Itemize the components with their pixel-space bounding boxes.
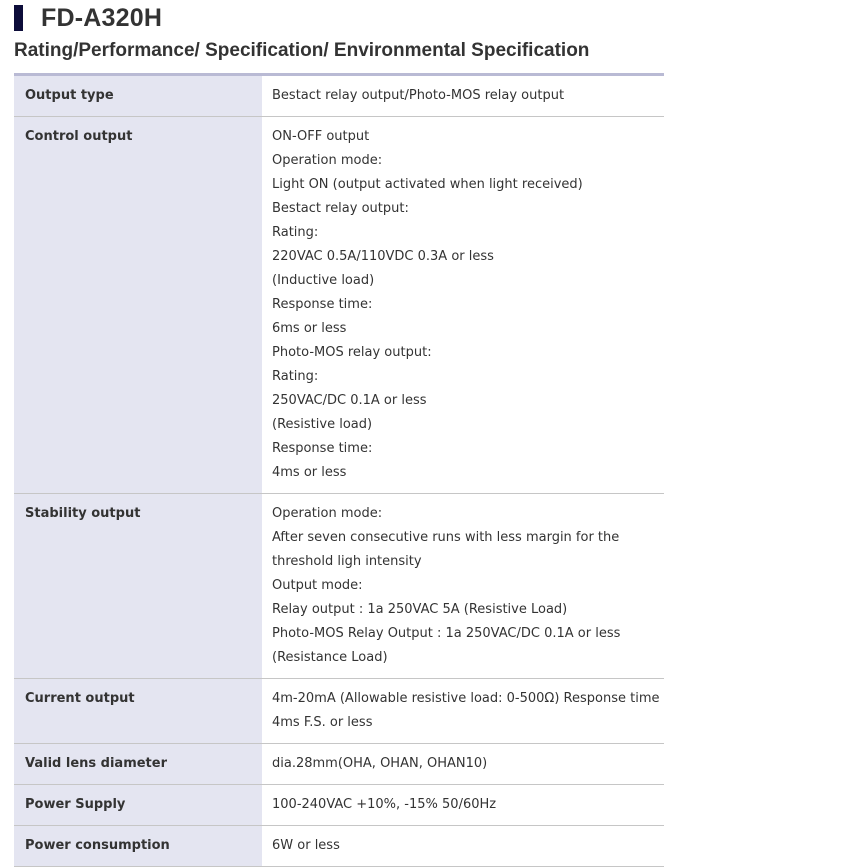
spec-value-line: (Resistive load) <box>272 417 373 432</box>
spec-value-line: (Inductive load) <box>272 273 375 288</box>
spec-label-cell <box>14 494 262 679</box>
spec-value-line: ON-OFF output <box>272 129 370 144</box>
spec-value-line: Relay output : 1a 250VAC 5A (Resistive Load) <box>272 602 568 617</box>
title-accent-bar <box>14 5 23 31</box>
spec-value-line: 4ms F.S. or less <box>272 715 373 730</box>
spec-value-cell <box>262 744 664 785</box>
section-title: Rating/Performance/ Specification/ Environmental Specification <box>14 40 590 61</box>
spec-label: Power consumption <box>25 838 170 853</box>
spec-value-line: Light ON (output activated when light received) <box>272 177 583 192</box>
spec-value-line: After seven consecutive runs with less margin for the <box>272 530 620 545</box>
spec-value-line: Rating: <box>272 369 319 384</box>
spec-value-line: 220VAC 0.5A/110VDC 0.3A or less <box>272 249 494 264</box>
spec-value-line: Photo-MOS relay output: <box>272 345 432 360</box>
spec-value-line: Response time: <box>272 441 373 456</box>
product-title: FD-A320H <box>41 3 163 32</box>
spec-value-cell <box>262 785 664 826</box>
spec-label-cell <box>14 826 262 867</box>
spec-value-line: 6W or less <box>272 838 340 853</box>
spec-value-line: 6ms or less <box>272 321 347 336</box>
spec-label: Current output <box>25 691 135 706</box>
spec-value-line: Bestact relay output: <box>272 201 409 216</box>
spec-value-line: (Resistance Load) <box>272 650 388 665</box>
spec-value-cell <box>262 826 664 867</box>
spec-label-cell <box>14 679 262 744</box>
spec-value-cell <box>262 679 664 744</box>
spec-value-line: Operation mode: <box>272 153 383 168</box>
spec-row <box>14 76 664 117</box>
spec-value-line: Rating: <box>272 225 319 240</box>
spec-value-line: 4m-20mA (Allowable resistive load: 0-500Ω) Response time <box>272 691 660 706</box>
spec-value-line: Operation mode: <box>272 506 383 521</box>
spec-row <box>14 826 664 867</box>
spec-value-line: dia.28mm(OHA, OHAN, OHAN10) <box>272 756 488 771</box>
spec-label-cell <box>14 117 262 494</box>
spec-table-body <box>14 76 664 867</box>
spec-label: Valid lens diameter <box>25 756 167 771</box>
spec-value-line: threshold ligh intensity <box>272 554 422 569</box>
spec-label-cell <box>14 785 262 826</box>
spec-label: Power Supply <box>25 797 126 812</box>
spec-row <box>14 785 664 826</box>
spec-table <box>14 76 664 867</box>
product-header <box>14 3 162 33</box>
spec-row <box>14 744 664 785</box>
spec-value-line: Response time: <box>272 297 373 312</box>
spec-value-line: Photo-MOS Relay Output : 1a 250VAC/DC 0.1A or less <box>272 626 621 641</box>
spec-value-line: 100-240VAC +10%, -15% 50/60Hz <box>272 797 497 812</box>
spec-row <box>14 117 664 494</box>
spec-value-line: 250VAC/DC 0.1A or less <box>272 393 427 408</box>
spec-row <box>14 679 664 744</box>
spec-value-cell <box>262 76 664 117</box>
spec-row <box>14 494 664 679</box>
spec-label: Output type <box>25 88 114 103</box>
spec-value-line: Output mode: <box>272 578 363 593</box>
spec-value-line: Bestact relay output/Photo-MOS relay output <box>272 88 565 103</box>
spec-label: Stability output <box>25 506 141 521</box>
spec-label-cell <box>14 76 262 117</box>
spec-value-cell <box>262 117 664 494</box>
spec-label: Control output <box>25 129 133 144</box>
spec-value-line: 4ms or less <box>272 465 347 480</box>
spec-value-cell <box>262 494 664 679</box>
spec-label-cell <box>14 744 262 785</box>
